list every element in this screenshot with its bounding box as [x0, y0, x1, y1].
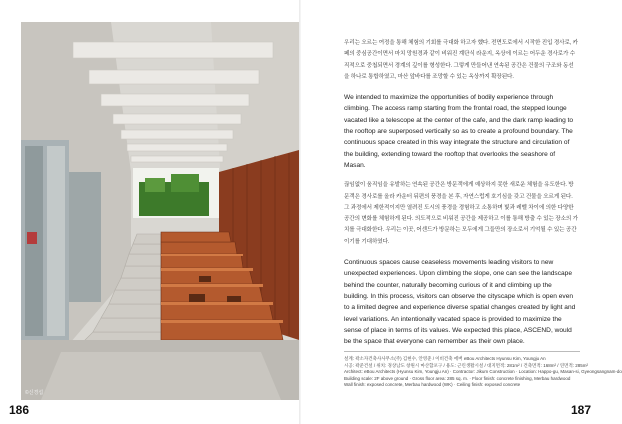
- page-number-right: 187: [570, 403, 591, 417]
- credit-line: 설계: 곽소자건축사사무소(주) 김현수, 안영준 / 이비건축 에버 eBou Architects Hyunsu Kim, Youngju An: [344, 356, 546, 361]
- photo-illustration: [21, 22, 299, 400]
- page-number-left: 186: [9, 403, 30, 417]
- credit-line: Building scale: 2F above ground · Gross floor area: 285 sq. m. · Floor finish: concrete finishing, Merbau hardwood: [344, 375, 571, 381]
- paragraph-english-1: We intended to maximize the opportunities of bodily experience through climbing. The access ramp starting from the frontal road, the stepped lounge vacated like a telescope at the center of the cafe, and the dark ramp leading to the rooftop are superposed vertically so as to create a profound boundary. The continuous space created in this way integrate the structure and circulation of the building, extending toward the rooftop that overlooks the seashore of Masan.: [344, 94, 574, 169]
- credit-line: Architect: eBou Architects (Hyunsu Kim, Youngju An) · Contractor: Jikum Construction · Location: Happo-gu, Masan-si, Gyeongsangnam-do: [344, 369, 622, 375]
- credit-line: Wall finish: exposed concrete, Merbau hardwood (WK) · Ceiling finish: exposed concrete: [344, 382, 521, 388]
- project-credits: [344, 351, 622, 389]
- stair-lounge-photo: [21, 22, 299, 400]
- paragraph-korean-1: 우리는 오르는 여정을 통해 체험의 기회를 극대화 하고자 했다. 전면도로에서 시작한 진입 경사로, 카페의 중심공간이면서 마치 망원경과 같이 비워진 계단식 라운지, 옥상에 이르는 어두운 경사로가 수직적으로 중첩되면서 경계의 깊이를 형성한다. 그렇게 만들어낸 연속된 공간은 건물의 구조와 동선을 하나로 통합하였고, 마산 앞바다를 조망할 수 있는 옥상까지 확장된다.: [344, 40, 578, 80]
- page-gutter: [299, 0, 301, 424]
- paragraph-english-2: Continuous spaces cause ceaseless movements leading visitors to new unexpected experiences. Upon climbing the slope, one can see the landscape behind the counter, naturally becoming curious of it and climbing up the building. In this process, visitors can observe the cityscape which is open even to a limited degree and experience diverse spatial changes created by light and level variations. An intentionally vacated space is provided to maximize the sense of place in terms of its values. We expected this place, ASCEND, would be the space that everyone can remember as their own place.: [344, 259, 576, 346]
- photo-credit: ©신경섭: [25, 390, 44, 396]
- credit-line: 시공: 곽준건설 / 위치: 경상남도 창원시 마산합포구 / 용도: 근린생활시설 / 대지면적: 281m² / 건축면적: 168m² / 연면적: 285m²: [344, 362, 589, 368]
- paragraph-korean-2: 끊임없이 움직임을 유발하는 연속된 공간은 방문객에게 예상하지 못한 새로운 체험을 유도한다. 방문객은 경사로를 올라 카운터 뒤편의 풍경을 본 후, 자연스럽게 호기심을 갖고 건물을 오르게 된다. 그 과정에서 제한적이지만 열려진 도시의 풍경을 경험하고 소통하며 빛과 레벨 차이에 의한 다양한 공간의 변화를 체험하게 된다. 의도적으로 비워진 공간을 제공하고 이를 통해 방출 수 있는 장소의 가치를 극대화한다. 우리는 이곳, 어센드가 방문하는 모두에게 그들만의 장소로서 기억될 수 있는 공간이기를 기대하였다.: [344, 182, 578, 245]
- article-body: [344, 38, 578, 356]
